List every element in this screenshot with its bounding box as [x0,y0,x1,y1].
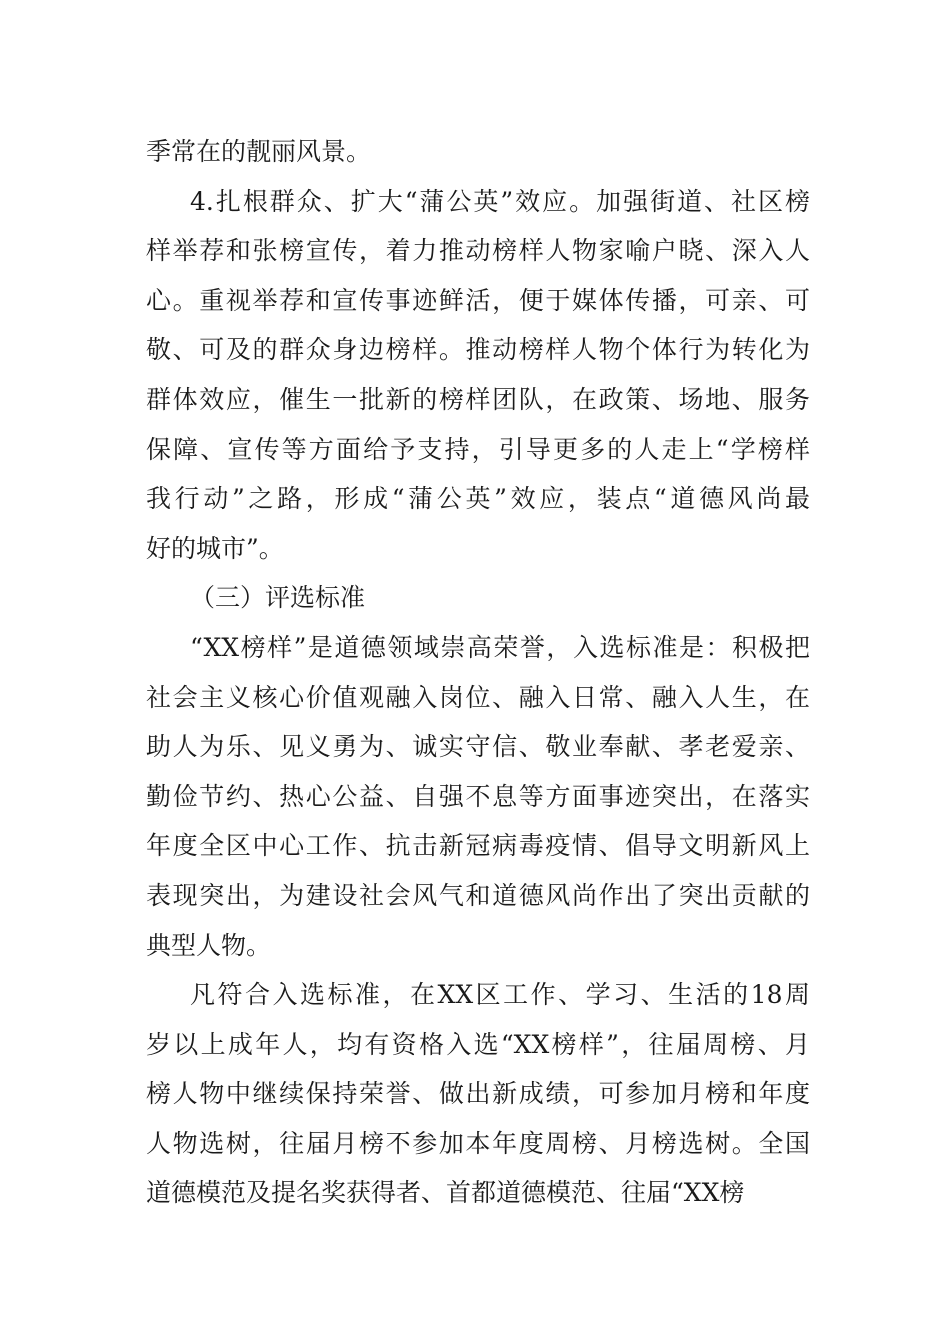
paragraph [146,177,810,574]
text-line: 岁以上成年人，均有资格入选“XX榜样”，往届周榜、月 [146,1029,810,1059]
text-line: “XX榜样”是道德领域崇高荣誉，入选标准是：积极把 [190,632,810,662]
text-line: 群体效应，催生一批新的榜样团队，在政策、场地、服务 [146,384,810,414]
text-line: 勤俭节约、热心公益、自强不息等方面事迹突出，在落实 [146,781,810,811]
text-line: 好的城市”。 [146,533,284,563]
section-heading [146,573,810,623]
paragraph [146,970,810,1218]
text-line: 榜人物中继续保持荣誉、做出新成绩，可参加月榜和年度 [146,1079,810,1109]
text-line: 凡符合入选标准，在XX区工作、学习、生活的18周 [190,980,810,1010]
text-line: 助人为乐、见义勇为、诚实守信、敬业奉献、孝老爱亲、 [146,732,810,762]
text-line: 道德模范及提名奖获得者、首都道德模范、往届“XX榜 [146,1178,745,1208]
paragraph [146,623,810,970]
document-body [146,127,810,1218]
text-line: 人物选树，往届月榜不参加本年度周榜、月榜选树。全国 [146,1128,810,1158]
text-line: 敬、可及的群众身边榜样。推动榜样人物个体行为转化为 [146,335,810,365]
paragraph [146,127,810,177]
text-line: （三）评选标准 [190,583,366,613]
text-line: 心。重视举荐和宣传事迹鲜活，便于媒体传播，可亲、可 [146,285,810,315]
text-line: 季常在的靓丽风景。 [146,137,372,166]
text-line: 典型人物。 [146,930,272,960]
text-line: 样举荐和张榜宣传，着力推动榜样人物家喻户晓、深入人 [146,236,810,266]
text-line: 年度全区中心工作、抗击新冠病毒疫情、倡导文明新风上 [146,831,810,861]
text-line: 保障、宣传等方面给予支持，引导更多的人走上“学榜样 [146,434,810,464]
text-line: 4.扎根群众、扩大“蒲公英”效应。加强街道、社区榜 [190,186,810,216]
text-line: 社会主义核心价值观融入岗位、融入日常、融入人生，在 [146,682,810,712]
text-line: 我行动”之路，形成“蒲公英”效应，装点“道德风尚最 [146,484,810,514]
text-line: 表现突出，为建设社会风气和道德风尚作出了突出贡献的 [146,880,810,910]
